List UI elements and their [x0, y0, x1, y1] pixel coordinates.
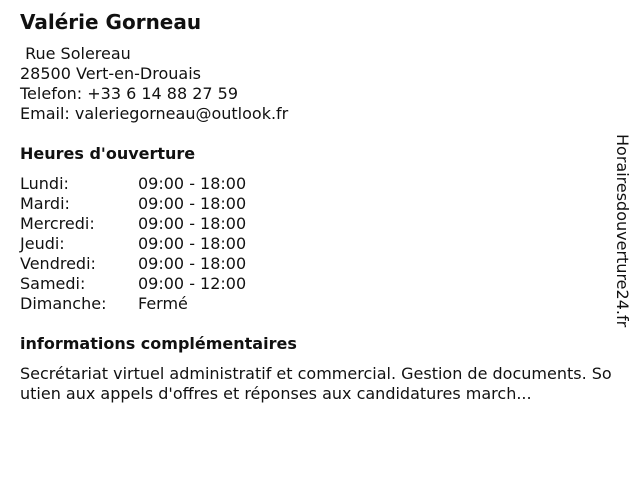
business-name: Valérie Gorneau: [20, 10, 202, 34]
site-watermark: Horairesdouverture24.fr: [613, 134, 632, 328]
hours-row-wednesday: [20, 214, 246, 234]
time-value: 09:00 - 18:00: [138, 194, 247, 213]
time-value: 09:00 - 18:00: [138, 234, 247, 253]
time-value: Fermé: [138, 294, 188, 313]
hours-row-thursday: [20, 234, 246, 254]
street-address: Rue Solereau: [20, 44, 131, 63]
day-label: Samedi:: [20, 274, 86, 293]
day-label: Dimanche:: [20, 294, 107, 313]
day-label: Lundi:: [20, 174, 69, 193]
time-value: 09:00 - 18:00: [138, 254, 247, 273]
phone-number: Telefon: +33 6 14 88 27 59: [20, 84, 239, 103]
day-label: Mercredi:: [20, 214, 95, 233]
info-title: informations complémentaires: [20, 334, 297, 353]
info-description: Secrétariat virtuel administratif et commercial. Gestion de documents. Soutien aux appels d'offres et réponses aux candidatures march...: [20, 364, 612, 403]
hours-row-saturday: [20, 274, 246, 294]
email-address: Email: valeriegorneau@outlook.fr: [20, 104, 289, 123]
day-label: Jeudi:: [20, 234, 65, 253]
day-label: Vendredi:: [20, 254, 96, 273]
day-label: Mardi:: [20, 194, 70, 213]
time-value: 09:00 - 12:00: [138, 274, 247, 293]
time-value: 09:00 - 18:00: [138, 174, 247, 193]
time-value: 09:00 - 18:00: [138, 214, 247, 233]
hours-table: [20, 174, 246, 314]
hours-row-sunday: [20, 294, 246, 314]
contact-block: [20, 44, 288, 124]
hours-row-friday: [20, 254, 246, 274]
city-address: 28500 Vert-en-Drouais: [20, 64, 201, 83]
hours-row-tuesday: [20, 194, 246, 214]
hours-title: Heures d'ouverture: [20, 144, 196, 163]
hours-row-monday: [20, 174, 246, 194]
